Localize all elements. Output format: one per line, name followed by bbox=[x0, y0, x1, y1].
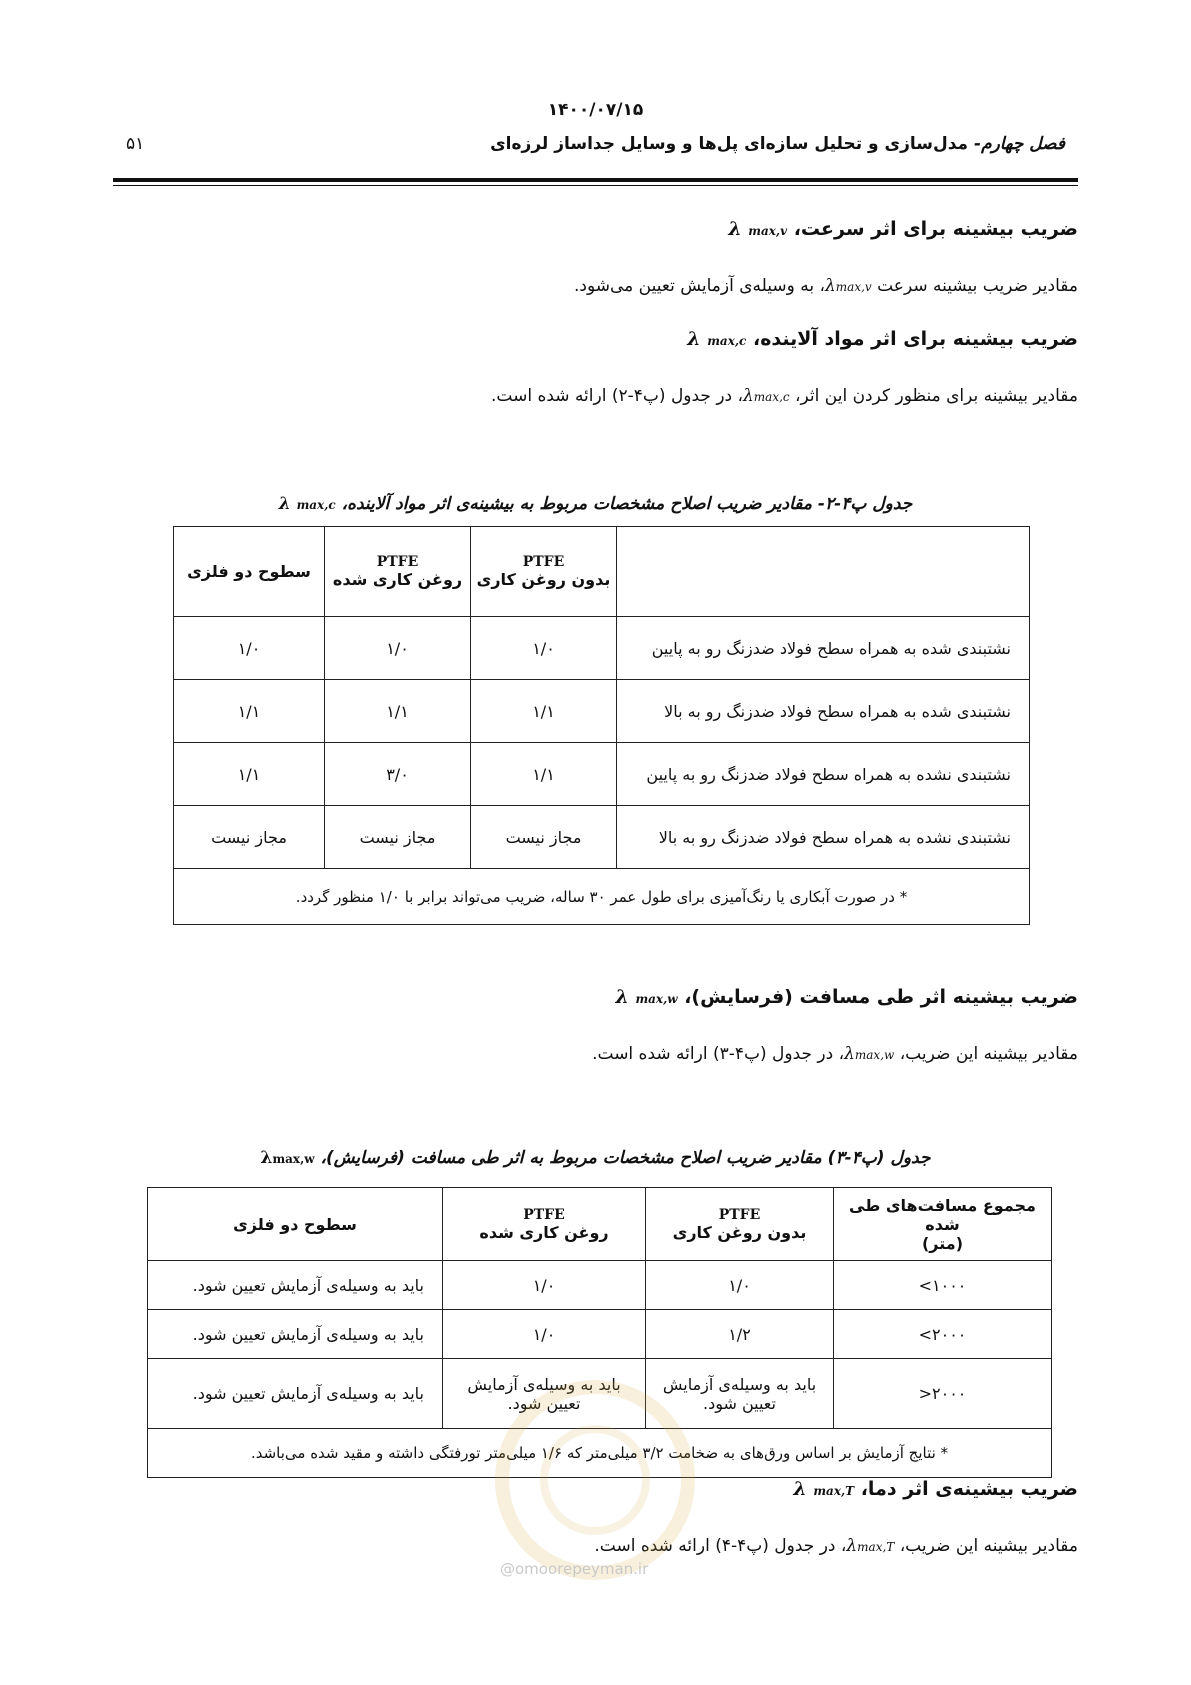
cell-value: مجاز نیست bbox=[471, 806, 617, 869]
table-note: * نتایج آزمایش بر اساس ورق‌های به ضخامت ۳/۲ میلی‌متر که ۱/۶ میلی‌متر تورفتگی داشته و مقید شده می‌باشد. bbox=[148, 1429, 1052, 1478]
header-cell-bimetallic: سطوح دو فلزی bbox=[148, 1188, 443, 1261]
contaminant-heading bbox=[687, 328, 1078, 350]
travel-para-text-end: ، در جدول (پ۴-۳) ارائه شده است. bbox=[592, 1044, 845, 1064]
table-note: * در صورت آبکاری یا رنگ‌آمیزی برای طول عمر ۳۰ ساله، ضریب می‌تواند برابر با ۱/۰ منظور گردد. bbox=[174, 869, 1030, 925]
cell-line: باید به وسیله‌ی آزمایش bbox=[662, 1374, 817, 1394]
cell-line: تعیین شود. bbox=[703, 1393, 776, 1413]
watermark-text: @omoorepeyman.ir bbox=[500, 1560, 649, 1578]
contaminant-para-text: مقادیر بیشینه برای منظور کردن این اثر، bbox=[795, 386, 1078, 406]
header-cell-distance bbox=[834, 1188, 1052, 1261]
cell-value: مجاز نیست bbox=[325, 806, 471, 869]
header-label: بدون روغن کاری bbox=[672, 1222, 807, 1242]
lambda-symbol: λ max,T bbox=[793, 1478, 855, 1500]
velocity-para-text: مقادیر ضریب بیشینه سرعت bbox=[877, 276, 1078, 296]
cell-value: ۱/۰ bbox=[443, 1261, 646, 1310]
velocity-para-text-end: ، به وسیله‌ی آزمایش تعیین می‌شود. bbox=[574, 276, 826, 296]
header-label: (متر) bbox=[921, 1233, 963, 1253]
chapter-header bbox=[490, 134, 1065, 154]
table-header-row bbox=[148, 1188, 1052, 1261]
temperature-heading-text: ضریب بیشینه‌ی اثر دما، bbox=[860, 1478, 1078, 1500]
cell-value: ۱/۰ bbox=[174, 617, 325, 680]
lambda-symbol: λmax,w bbox=[260, 1148, 315, 1168]
table-row bbox=[148, 1261, 1052, 1310]
header-cell-ptfe-unlubricated bbox=[471, 527, 617, 617]
cell-value: ۱/۱ bbox=[471, 743, 617, 806]
velocity-heading-text: ضریب بیشینه برای اثر سرعت، bbox=[793, 218, 1078, 240]
header-label: روغن کاری شده bbox=[332, 570, 463, 589]
row-label: نشتبندی شده به همراه سطح فولاد ضدزنگ رو به بالا bbox=[617, 680, 1030, 743]
lambda-symbol: λ max,c bbox=[687, 328, 747, 350]
cell-value: ۱/۰ bbox=[443, 1310, 646, 1359]
cell-value: ۱/۱ bbox=[174, 680, 325, 743]
table2-caption bbox=[0, 1148, 1191, 1168]
header-label: مجموع مسافت‌های طی شده bbox=[849, 1195, 1036, 1234]
cell-value: باید به وسیله‌ی آزمایش تعیین شود. bbox=[148, 1310, 443, 1359]
contaminant-table bbox=[173, 526, 1030, 925]
table-note-row bbox=[174, 869, 1030, 925]
cell-value: ۱/۱ bbox=[174, 743, 325, 806]
table-row bbox=[174, 806, 1030, 869]
travel-heading-text: ضریب بیشینه اثر طی مسافت (فرسایش)، bbox=[684, 986, 1078, 1008]
ptfe-label: PTFE bbox=[523, 1206, 565, 1223]
contaminant-paragraph bbox=[491, 386, 1078, 406]
row-label: نشتبندی شده به همراه سطح فولاد ضدزنگ رو به پایین bbox=[617, 617, 1030, 680]
lambda-symbol: λmax,T bbox=[846, 1536, 895, 1556]
cell-value: ۳/۰ bbox=[325, 743, 471, 806]
cell-value: ۱/۰ bbox=[325, 617, 471, 680]
table-header-row bbox=[174, 527, 1030, 617]
header-rule-thick bbox=[113, 178, 1078, 182]
table2-caption-text: جدول (پ۴-۳) مقادیر ضریب اصلاح مشخصات مربوط به اثر طی مسافت (فرسایش)، bbox=[320, 1148, 931, 1168]
chapter-prefix: فصل چهارم- bbox=[974, 134, 1065, 154]
cell-line: باید به وسیله‌ی آزمایش bbox=[467, 1374, 621, 1394]
cell-value: مجاز نیست bbox=[174, 806, 325, 869]
temperature-heading bbox=[793, 1478, 1078, 1500]
velocity-heading bbox=[728, 218, 1078, 240]
cell-value: ۱/۲ bbox=[646, 1310, 834, 1359]
travel-para-text: مقادیر بیشینه این ضریب، bbox=[899, 1044, 1078, 1064]
table-row bbox=[174, 743, 1030, 806]
velocity-paragraph bbox=[574, 276, 1078, 296]
distance-cell: ۱۰۰۰> bbox=[834, 1261, 1052, 1310]
table-row bbox=[174, 617, 1030, 680]
lambda-symbol: λmax,v bbox=[825, 276, 872, 296]
contaminant-heading-text: ضریب بیشینه برای اثر مواد آلاینده، bbox=[752, 328, 1078, 350]
cell-line: تعیین شود. bbox=[507, 1393, 581, 1413]
travel-paragraph bbox=[592, 1044, 1078, 1064]
table1-caption bbox=[0, 494, 1191, 514]
header-cell-ptfe-lubricated bbox=[325, 527, 471, 617]
lambda-symbol: λmax,c bbox=[743, 386, 790, 406]
lambda-symbol: λmax,w bbox=[844, 1044, 895, 1064]
row-label: نشتبندی نشده به همراه سطح فولاد ضدزنگ رو به بالا bbox=[617, 806, 1030, 869]
distance-cell: ۲۰۰۰> bbox=[834, 1310, 1052, 1359]
header-cell-empty bbox=[617, 527, 1030, 617]
travel-heading bbox=[615, 986, 1078, 1008]
watermark-gear-icon bbox=[540, 1425, 650, 1535]
distance-cell: ۲۰۰۰< bbox=[834, 1359, 1052, 1429]
header-cell-ptfe-unlubricated bbox=[646, 1188, 834, 1261]
ptfe-label: PTFE bbox=[376, 554, 419, 570]
header-rule-thin bbox=[113, 185, 1078, 186]
temperature-para-text-end: ، در جدول (پ۴-۴) ارائه شده است. bbox=[594, 1536, 847, 1556]
lambda-symbol: λ max,c bbox=[278, 494, 336, 514]
lambda-symbol: λ max,w bbox=[615, 986, 678, 1008]
chapter-title: مدل‌سازی و تحلیل سازه‌ای پل‌ها و وسایل جداساز لرزه‌ای bbox=[490, 134, 969, 154]
page-number: ۵۱ bbox=[126, 134, 145, 154]
temperature-para-text: مقادیر بیشینه این ضریب، bbox=[899, 1536, 1078, 1556]
cell-value: باید به وسیله‌ی آزمایش تعیین شود. bbox=[148, 1261, 443, 1310]
header-label: بدون روغن کاری bbox=[476, 570, 611, 589]
cell-value: ۱/۰ bbox=[646, 1261, 834, 1310]
table1-caption-text: جدول پ۴-۲- مقادیر ضریب اصلاح مشخصات مربوط به بیشینه‌ی اثر مواد آلاینده، bbox=[341, 494, 913, 514]
ptfe-label: PTFE bbox=[522, 554, 565, 570]
header-cell-ptfe-lubricated bbox=[443, 1188, 646, 1261]
cell-value: ۱/۱ bbox=[325, 680, 471, 743]
lambda-symbol: λ max,v bbox=[728, 218, 788, 240]
header-cell-bimetallic: سطوح دو فلزی bbox=[174, 527, 325, 617]
document-date: ۱۴۰۰/۰۷/۱۵ bbox=[547, 100, 644, 120]
cell-value: ۱/۱ bbox=[471, 680, 617, 743]
table-row bbox=[148, 1310, 1052, 1359]
row-label: نشتبندی نشده به همراه سطح فولاد ضدزنگ رو به پایین bbox=[617, 743, 1030, 806]
header-label: روغن کاری شده bbox=[479, 1222, 609, 1242]
table-row bbox=[174, 680, 1030, 743]
contaminant-para-text-end: ، در جدول (پ۴-۲) ارائه شده است. bbox=[491, 386, 744, 406]
cell-value: ۱/۰ bbox=[471, 617, 617, 680]
cell-value: باید به وسیله‌ی آزمایش تعیین شود. bbox=[148, 1359, 443, 1429]
ptfe-label: PTFE bbox=[718, 1206, 761, 1223]
